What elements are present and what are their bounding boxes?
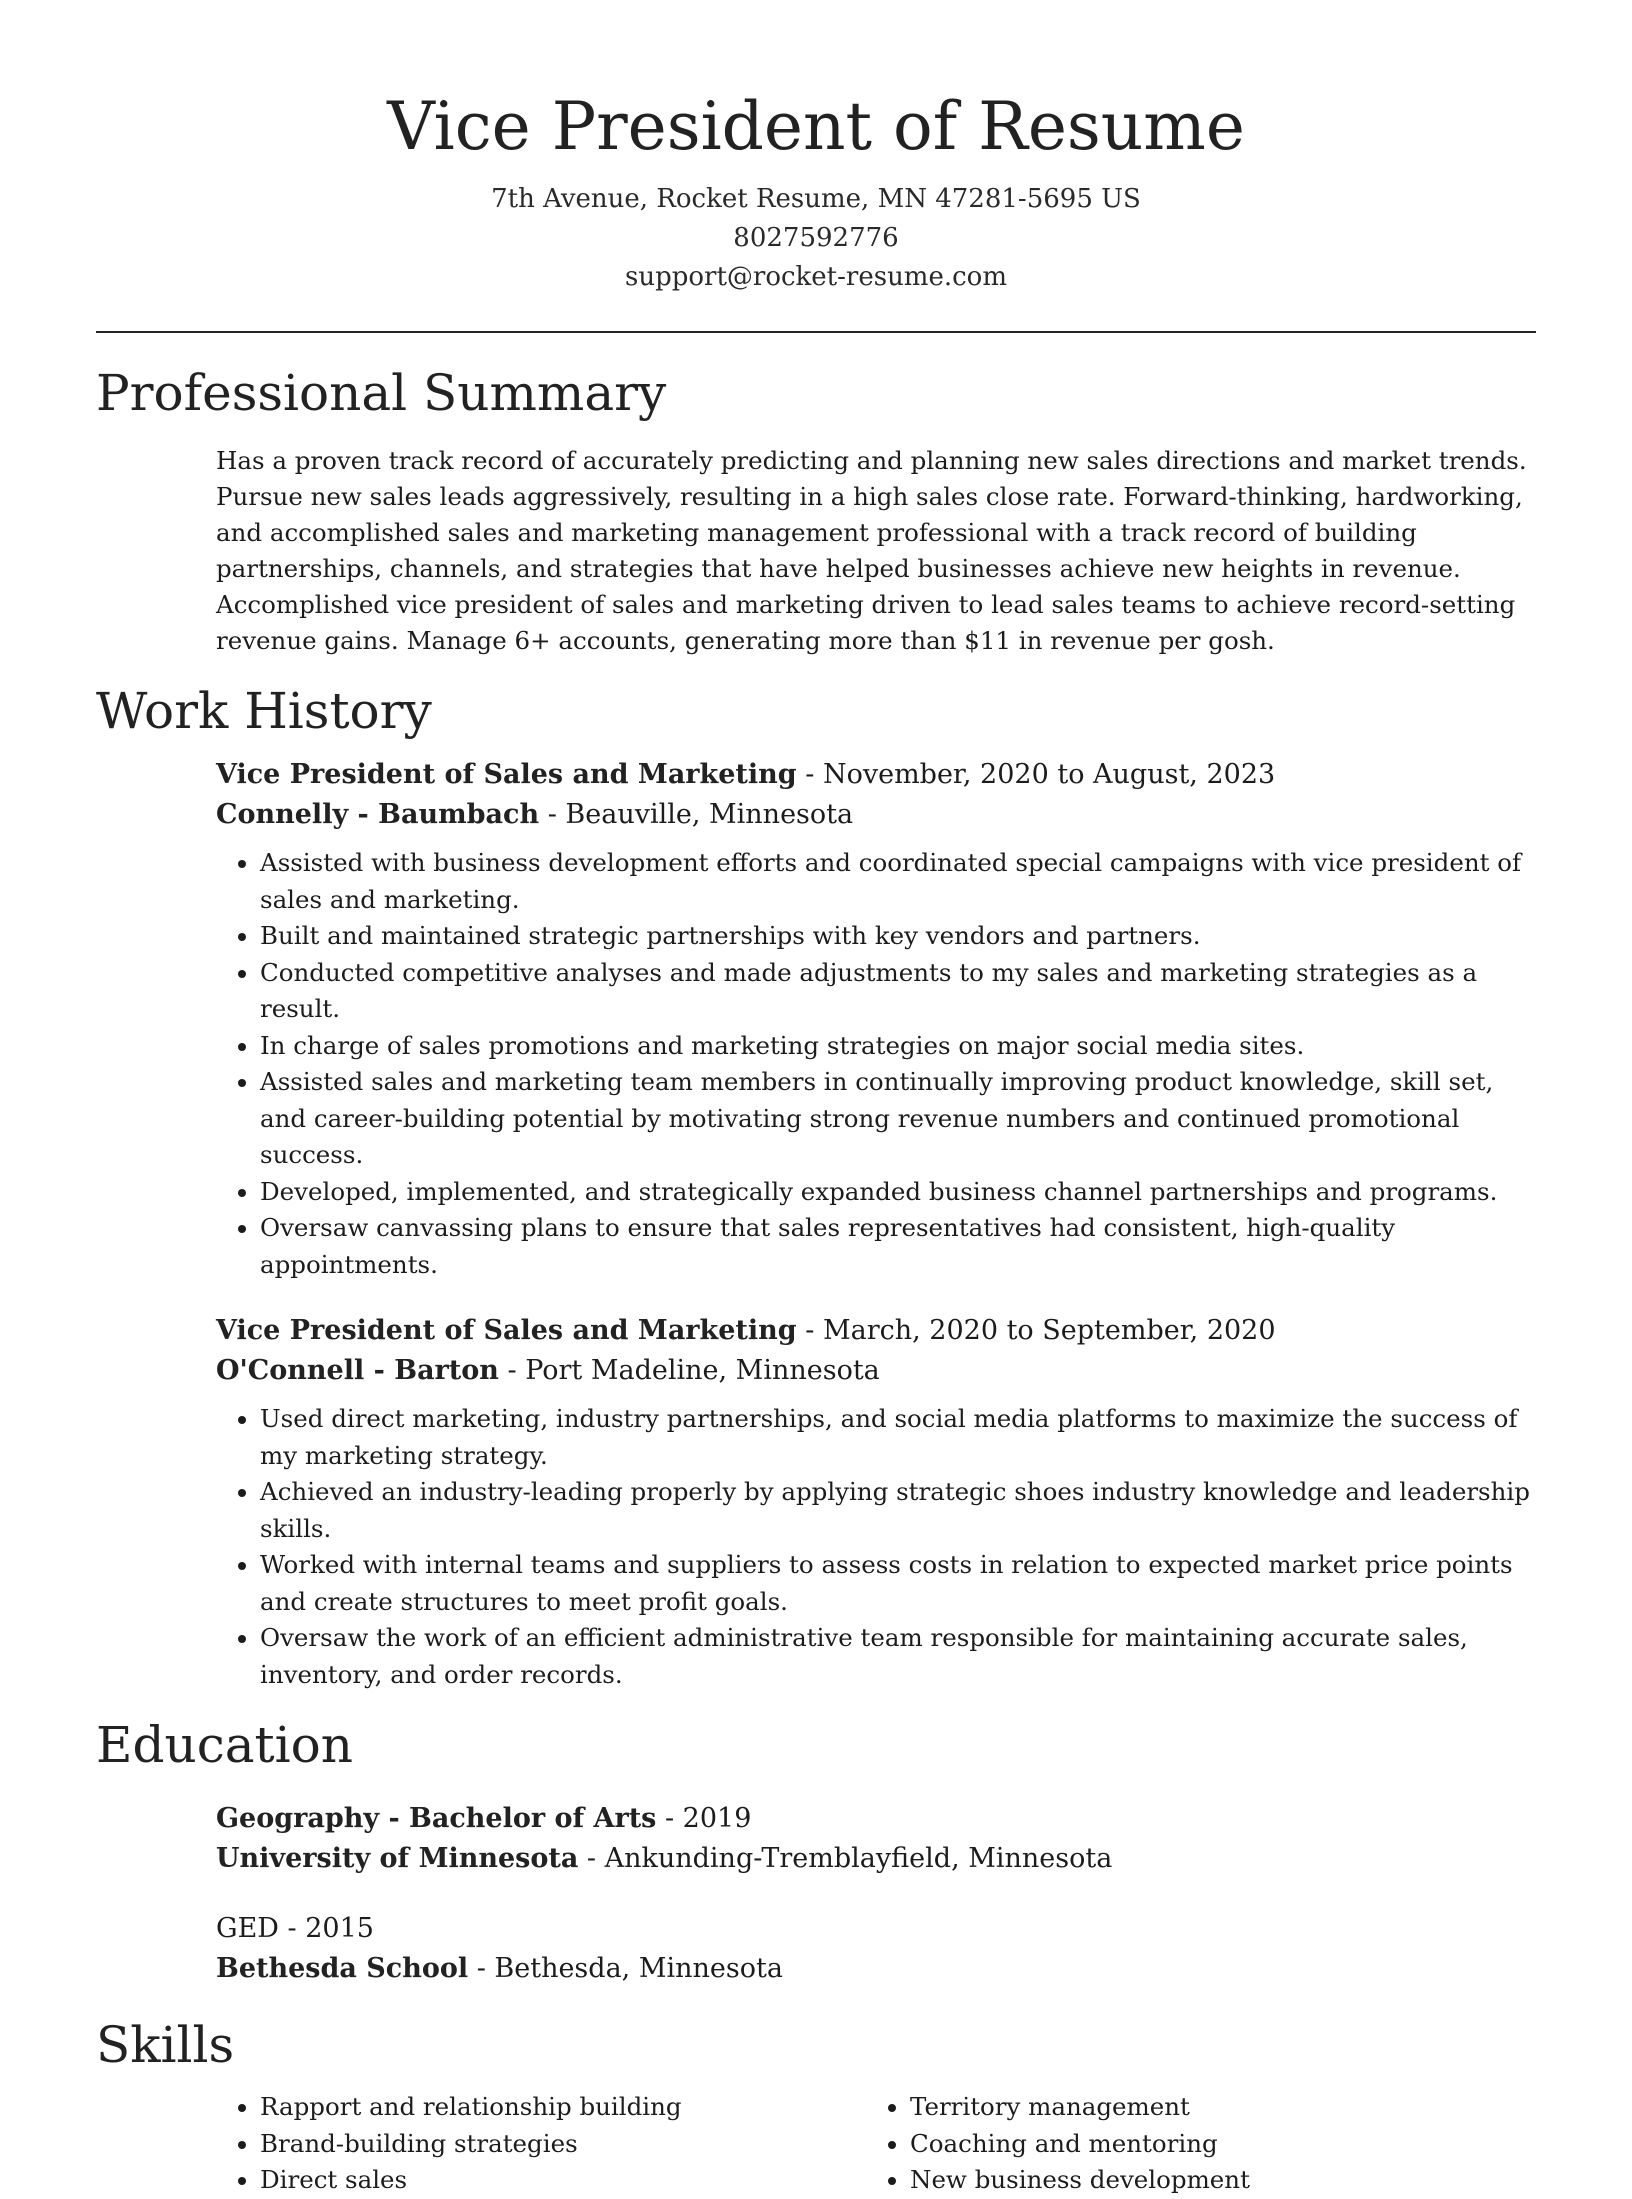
job-company: Connelly - Baumbach (216, 799, 540, 830)
job-company-line (216, 1351, 1536, 1391)
header-divider (96, 331, 1536, 333)
job-entry (216, 755, 1536, 1283)
job-bullets (216, 1401, 1536, 1693)
education-section (96, 1713, 1536, 1989)
education-school-line (216, 1839, 1536, 1879)
job-bullet: • Assisted with business development efforts and coordinated special campaigns with vice president of sales and marketing. (260, 845, 1536, 918)
job-entry (216, 1311, 1536, 1693)
summary-text: Has a proven track record of accurately predicting and planning new sales directions and market trends. Pursue new sales leads aggressively, resulting in a high sales close rate. Forward-thinking, hardworking, and accomplished sales and marketing management professional with a track record of building partnerships, channels, and strategies that have helped businesses achieve new heights in revenue. Accomplished vice president of sales and marketing driven to lead sales teams to achieve record-setting revenue gains. Manage 6+ accounts, generating more than $11 in revenue per gosh. (216, 446, 1527, 655)
job-bullet: • Worked with internal teams and suppliers to assess costs in relation to expected market price points and create structures to meet profit goals. (260, 1547, 1536, 1620)
education-year: - 2015 (278, 1913, 374, 1944)
job-bullet: • In charge of sales promotions and marketing strategies on major social media sites. (260, 1028, 1536, 1065)
job-role: Vice President of Sales and Marketing (216, 759, 797, 790)
contact-email: support@rocket-resume.com (624, 262, 1007, 292)
job-bullet: • Developed, implemented, and strategically expanded business channel partnerships and programs. (260, 1174, 1536, 1211)
skill-item: • Direct sales (260, 2162, 866, 2199)
resume-name: Vice President of Resume (387, 88, 1245, 165)
education-year: - 2019 (656, 1803, 752, 1834)
job-bullet: • Conducted competitive analyses and made adjustments to my sales and marketing strategies as a result. (260, 955, 1536, 1028)
job-bullet: • Oversaw canvassing plans to ensure that sales representatives had consistent, high-quality appointments. (260, 1210, 1536, 1283)
education-degree: GED (216, 1913, 279, 1944)
skills-column-right (866, 2089, 1516, 2199)
job-dates: - November, 2020 to August, 2023 (796, 759, 1276, 790)
summary-title: Professional Summary (96, 364, 667, 422)
job-company-line (216, 795, 1536, 835)
job-bullet: • Built and maintained strategic partnerships with key vendors and partners. (260, 918, 1536, 955)
education-degree-line (216, 1909, 1536, 1949)
work-title: Work History (96, 682, 432, 740)
summary-section (96, 361, 1536, 659)
education-school: University of Minnesota (216, 1843, 579, 1874)
education-degree: Geography - Bachelor of Arts (216, 1803, 657, 1834)
job-role: Vice President of Sales and Marketing (216, 1315, 797, 1346)
education-location: - Bethesda, Minnesota (468, 1953, 783, 1984)
education-degree-line (216, 1799, 1536, 1839)
education-school-line (216, 1949, 1536, 1989)
job-dates: - March, 2020 to September, 2020 (796, 1315, 1276, 1346)
job-bullet: • Used direct marketing, industry partnerships, and social media platforms to maximize the success of my marketing strategy. (260, 1401, 1536, 1474)
skills-grid (216, 2089, 1536, 2199)
job-company: O'Connell - Barton (216, 1355, 499, 1386)
job-location: - Port Madeline, Minnesota (498, 1355, 880, 1386)
resume-header (96, 0, 1536, 297)
work-section (96, 679, 1536, 1693)
skills-column-left (216, 2089, 866, 2199)
skills-section (96, 2013, 1536, 2199)
contact-phone: 8027592776 (733, 223, 899, 253)
skill-item: • New business development (910, 2162, 1516, 2199)
education-title: Education (96, 1716, 353, 1774)
job-bullet: • Assisted sales and marketing team members in continually improving product knowledge, skill set, and career-building potential by motivating strong revenue numbers and continued promotional success. (260, 1064, 1536, 1174)
skill-item: • Rapport and relationship building (260, 2089, 866, 2126)
education-entry (216, 1799, 1536, 1879)
job-bullet: • Oversaw the work of an efficient administrative team responsible for maintaining accurate sales, inventory, and order records. (260, 1620, 1536, 1693)
education-location: - Ankunding-Tremblayfield, Minnesota (578, 1843, 1113, 1874)
job-title-line (216, 1311, 1536, 1351)
job-bullets (216, 845, 1536, 1283)
job-location: - Beauville, Minnesota (539, 799, 854, 830)
education-school: Bethesda School (216, 1953, 469, 1984)
contact-block (96, 180, 1536, 297)
skill-item: • Coaching and mentoring (910, 2126, 1516, 2163)
skills-title: Skills (96, 2016, 235, 2074)
skill-item: • Territory management (910, 2089, 1516, 2126)
job-title-line (216, 755, 1536, 795)
contact-address: 7th Avenue, Rocket Resume, MN 47281-5695 US (491, 184, 1141, 214)
job-bullet: • Achieved an industry-leading properly by applying strategic shoes industry knowledge and leadership skills. (260, 1474, 1536, 1547)
education-entry (216, 1909, 1536, 1989)
skill-item: • Brand-building strategies (260, 2126, 866, 2163)
